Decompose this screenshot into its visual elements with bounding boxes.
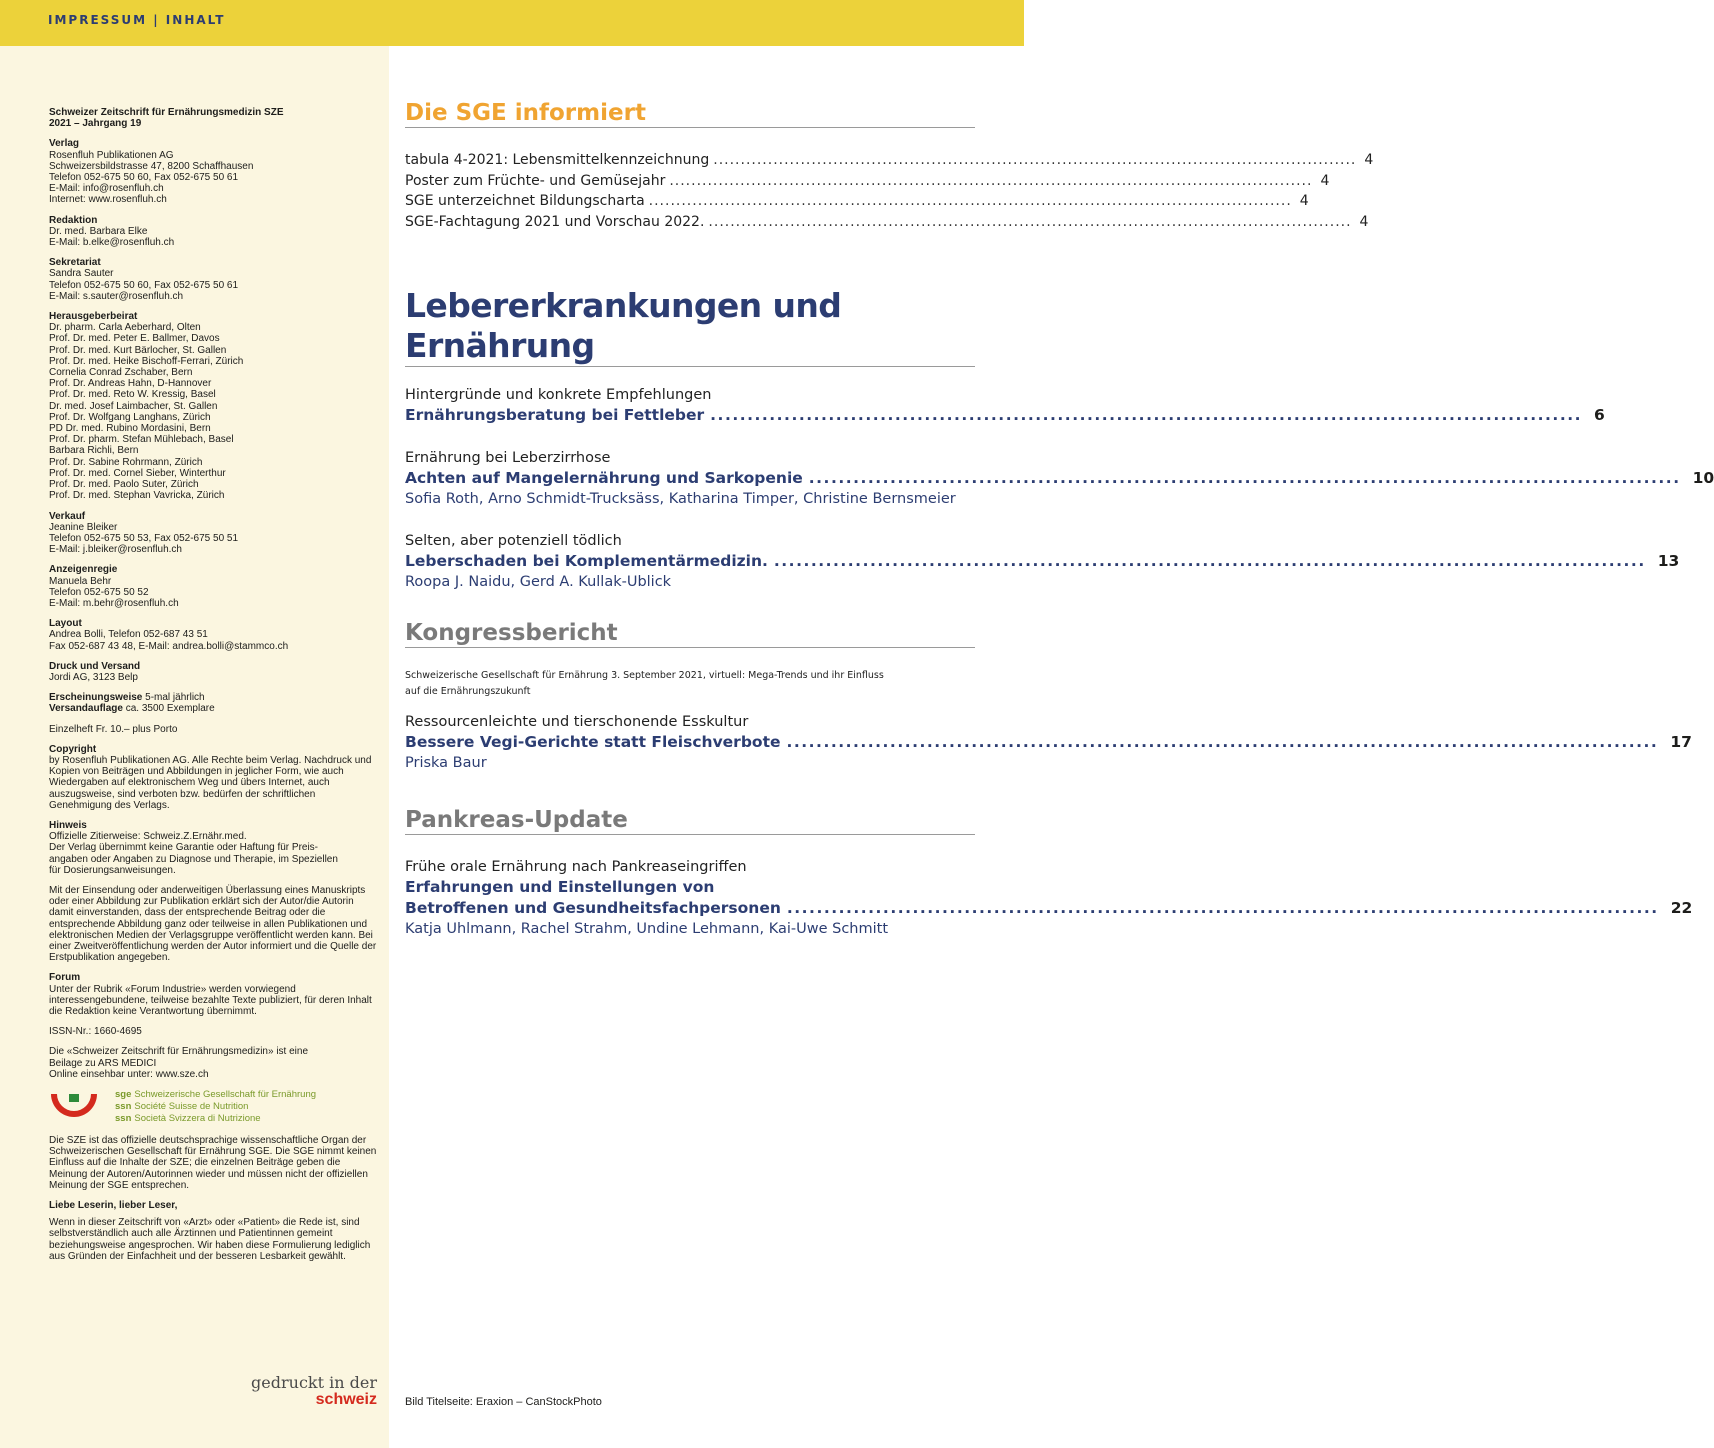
impressum-block-line: Prof. Dr. med. Cornel Sieber, Winterthur [49,467,226,479]
journal-info [49,107,379,129]
impressum-block-line: Cornelia Conrad Zschaber, Bern [49,367,193,379]
leser-text: Wenn in dieser Zeitschrift von «Arzt» oder «Patient» die Rede ist, sind selbstverständlich auch alle Ärztinnen und Patientinnen gemeint beziehungsweise angesprochen. Wir haben diese Formulierung lediglich aus Gründen der Einfachheit und der besseren Lesbarkeit gewählt. [49,1217,371,1262]
toc-entry[interactable] [405,448,1714,509]
issn: ISSN-Nr.: 1660-4695 [49,1026,142,1038]
entry-page: 22 [1670,899,1693,917]
einzelheft-price: Einzelheft Fr. 10.– plus Porto [49,723,178,735]
auflage-value: ca. 3500 Exemplare [122,703,215,715]
entry-page: 10 [1692,469,1714,487]
impressum-block-heading: Anzeigenregie [49,564,118,576]
impressum-block [49,564,379,609]
impressum-block [49,511,379,556]
entry-authors: Roopa J. Naidu, Gerd A. Kullak-Ublick [405,574,672,590]
impressum-block-line: Andrea Bolli, Telefon 052-687 43 51 [49,629,208,641]
entry-title: Bessere Vegi-Gerichte statt Fleischverbote [405,733,781,751]
leader-dots: ...................................................................................................................... [713,152,1357,168]
hinweis-line: Der Verlag übernimmt keine Garantie oder Haftung für Preis- [49,842,319,854]
impressum-block-line: Telefon 052-675 50 60, Fax 052-675 50 61 [49,172,239,184]
main-topic-list [405,385,1714,592]
entry-page: 6 [1593,406,1605,424]
impressum-block-line: Prof. Dr. med. Paolo Suter, Zürich [49,479,199,491]
sge-abbr: sge [115,1089,132,1101]
entry-page: 13 [1657,552,1680,570]
impressum-block-line: Prof. Dr. med. Heike Bischoff-Ferrari, Zürich [49,355,244,367]
section-kongress-title: Kongressbericht [405,620,975,648]
toc-item-page: 4 [1359,213,1369,230]
sze-note: Die SZE ist das offizielle deutschsprachige wissenschaftliche Organ der Schweizerischen Gesellschaft für Ernährung SGE. Die SGE nimmt keinen Einfluss auf die Inhalte der SZE; die einzelnen Beiträge geben die Meinung der Autoren/Autorinnen wieder und müssen nicht der offiziellen Meinung der SGE entsprechen. [49,1135,377,1191]
section-pankreas-title: Pankreas-Update [405,807,975,835]
impressum-column [49,107,379,1271]
impressum-block [49,618,379,652]
hinweis-line: für Dosierungsanweisungen. [49,864,176,876]
toc-item-title: Poster zum Früchte- und Gemüsejahr [405,172,666,189]
impressum-block-line: Prof. Dr. pharm. Stefan Mühlebach, Basel [49,434,234,446]
entry-title-line1: Erfahrungen und Einstellungen von [405,878,715,896]
copyright-text: by Rosenfluh Publikationen AG. Alle Rechte beim Verlag. Nachdruck und Kopien von Beiträgen und Abbildungen in jeglicher Form, wie auch Wiedergaben auf elektronischem Weg und übers Internet, auch auszugsweise, sind verboten bzw. bedürfen der schriftlichen Genehmigung des Verlags. [49,754,372,811]
toc-entry[interactable] [405,712,1692,773]
impressum-block-line: Prof. Dr. med. Reto W. Kressig, Basel [49,389,216,401]
impressum-block-line: Prof. Dr. med. Peter E. Ballmer, Davos [49,333,220,345]
hinweis-line: angaben oder Angaben zu Diagnose und Therapie, im Speziellen [49,853,338,865]
impressum-block-heading: Sekretariat [49,257,101,269]
impressum-block-line: PD Dr. med. Rubino Mordasini, Bern [49,423,211,435]
photo-credit: Bild Titelseite: Eraxion – CanStockPhoto [405,1396,602,1408]
impressum-block-line: Telefon 052-675 50 60, Fax 052-675 50 61 [49,279,239,291]
impressum-block-line: Jordi AG, 3123 Belp [49,671,138,683]
entry-row [405,405,1605,426]
toc-item-title: SGE-Fachtagung 2021 und Vorschau 2022. [405,213,705,230]
toc-item-page: 4 [1299,193,1309,209]
impressum-block-heading: Druck und Versand [49,660,141,672]
impressum-block [49,215,379,249]
impressum-block-line: E-Mail: m.behr@rosenfluh.ch [49,597,179,609]
entry-title-line2: Betroffenen und Gesundheitsfachpersonen [405,899,781,917]
kongress-note [405,668,975,700]
erscheinung-label: Erscheinungsweise [49,692,143,704]
entry-title: Achten auf Mangelernährung und Sarkopenie [405,469,803,487]
toc-entry[interactable] [405,385,1605,426]
impressum-block-heading: Redaktion [49,214,98,226]
sge-list [405,150,1374,232]
entry-page: 17 [1670,733,1692,751]
journal-volume: 2021 – Jahrgang 19 [49,118,142,130]
sge-logo [49,1089,379,1125]
sge-abbr: ssn [115,1101,132,1113]
impressum-block-line: Manuela Behr [49,575,112,587]
forum-heading: Forum [49,972,81,984]
leser-block [49,1200,379,1262]
printed-line1: gedruckt in der [251,1373,377,1392]
leader-dots: ...................................................................................................................... [786,899,1659,917]
leader-dots: ...................................................................................................................... [808,469,1681,487]
entry-kicker: Selten, aber potenziell tödlich [405,533,622,549]
entry-kicker: Ressourcenleichte und tierschonende Esskultur [405,714,749,730]
kongress-note-line: Schweizerische Gesellschaft für Ernährung 3. September 2021, virtuell: Mega-Trends und ihr Einfluss [405,670,884,681]
impressum-block-line: E-Mail: b.elke@rosenfluh.ch [49,237,175,249]
toc-item[interactable] [405,171,1330,192]
impressum-block-line: E-Mail: info@rosenfluh.ch [49,183,164,195]
journal-name: Schweizer Zeitschrift für Ernährungsmedizin SZE [49,107,284,118]
impressum-block-heading: Herausgeberbeirat [49,311,138,323]
toc-item-page: 4 [1364,152,1374,168]
entry-authors: Sofia Roth, Arno Schmidt-Trucksäss, Katharina Timper, Christine Bernsmeier [405,491,956,507]
beilage-line: Beilage zu ARS MEDICI [49,1057,157,1069]
forum-text: Unter der Rubrik «Forum Industrie» werden vorwiegend interessengebundene, teilweise bezahlte Texte publiziert, für deren Inhalt die Redaktion keine Verantwortung übernimmt. [49,983,372,1018]
leader-dots: ...................................................................................................................... [648,193,1292,209]
sge-name: Société Suisse de Nutrition [134,1101,249,1113]
entry-row [405,468,1714,489]
impressum-block-line: Telefon 052-675 50 53, Fax 052-675 50 51 [49,532,239,544]
toc-item-page: 4 [1320,172,1330,189]
toc-item-title: tabula 4-2021: Lebensmittelkennzeichnung [405,152,710,168]
impressum-block-line: Telefon 052-675 50 52 [49,586,149,598]
toc-item[interactable] [405,212,1369,233]
entry-authors: Katja Uhlmann, Rachel Strahm, Undine Lehmann, Kai-Uwe Schmitt [405,921,889,937]
entry-authors: Priska Baur [405,755,487,771]
impressum-block-line: Sandra Sauter [49,268,114,280]
forum-block [49,972,379,1017]
erscheinung-value: 5-mal jährlich [142,692,205,704]
entry-kicker: Frühe orale Ernährung nach Pankreaseingriffen [405,859,747,875]
leader-dots: ...................................................................................................................... [710,406,1582,424]
sge-logo-icon [49,1094,99,1120]
toc-entry[interactable] [405,531,1680,592]
impressum-block-line: Fax 052-687 43 48, E-Mail: andrea.bolli@stammco.ch [49,640,289,652]
impressum-block-line: Schweizersbildstrasse 47, 8200 Schaffhausen [49,160,254,172]
impressum-block [49,257,379,302]
impressum-block-line: Prof. Dr. med. Kurt Bärlocher, St. Gallen [49,344,227,356]
hinweis-block [49,820,379,876]
kongress-note-line: auf die Ernährungszukunft [405,686,531,697]
einsendung-text: Mit der Einsendung oder anderweitigen Überlassung eines Manuskripts oder einer Abbildung zur Publikation erklärt sich der Autor/die Autorin damit einverstanden, dass der entsprechende Beitrag oder die entsprechende Abbildung ganz oder teilweise in allen Publikationen und elektronischen Medien der Verlagsgruppe veröffentlicht werden kann. Bei einer Zweitveröffentlichung werden der Autor informiert und die Quelle der Erstpublikation angegeben. [49,884,377,964]
impressum-blocks [49,138,379,683]
table-of-contents [405,100,1714,939]
copyright-heading: Copyright [49,743,97,755]
hinweis-line: Offizielle Zitierweise: Schweiz.Z.Ernähr.med. [49,831,247,843]
entry-title: Leberschaden bei Komplementärmedizin. [405,552,768,570]
entry-kicker: Ernährung bei Leberzirrhose [405,450,611,466]
toc-item[interactable] [405,191,1309,212]
header-label: IMPRESSUM | INHALT [48,13,226,27]
sge-name: Società Svizzera di Nutrizione [134,1113,261,1125]
impressum-block-line: Prof. Dr. Sabine Rohrmann, Zürich [49,456,203,468]
leader-dots: ...................................................................................................................... [669,172,1313,189]
impressum-block-line: Barbara Richli, Bern [49,445,139,457]
impressum-block-line: E-Mail: s.sauter@rosenfluh.ch [49,290,184,302]
impressum-block-line: Rosenfluh Publikationen AG [49,149,174,161]
beilage-line: Online einsehbar unter: www.sze.ch [49,1068,209,1080]
impressum-block [49,661,379,683]
entry-title: Ernährungsberatung bei Fettleber [405,406,705,424]
impressum-block-line: Dr. med. Barbara Elke [49,225,148,237]
leader-dots: ...................................................................................................................... [708,213,1352,230]
impressum-block [49,311,379,501]
toc-item[interactable] [405,150,1374,171]
sge-abbr: ssn [115,1113,132,1125]
section-sge-title: Die SGE informiert [405,100,975,128]
beilage-line: Die «Schweizer Zeitschrift für Ernährungsmedizin» ist eine [49,1046,308,1058]
hinweis-heading: Hinweis [49,819,87,831]
header-bar [0,0,1024,46]
entry-kicker: Hintergründe und konkrete Empfehlungen [405,387,712,403]
beilage-block [49,1046,379,1080]
copyright-block [49,744,379,811]
impressum-block-line: Prof. Dr. med. Stephan Vavricka, Zürich [49,490,225,502]
impressum-block-heading: Verkauf [49,510,86,522]
impressum-block-line: Dr. med. Josef Laimbacher, St. Gallen [49,400,218,412]
impressum-block-line: Prof. Dr. Wolfgang Langhans, Zürich [49,411,211,423]
auflage-label: Versandauflage [49,703,123,715]
impressum-block [49,138,379,205]
impressum-block-heading: Verlag [49,138,80,150]
toc-entry[interactable] [405,857,1693,939]
leader-dots: ...................................................................................................................... [786,733,1659,751]
entry-row [405,551,1680,572]
toc-item-title: SGE unterzeichnet Bildungscharta [405,193,645,209]
printed-line2: schweiz [315,1391,377,1408]
impressum-block-line: Dr. pharm. Carla Aeberhard, Olten [49,322,201,334]
erscheinung-block [49,692,379,714]
printed-in-switzerland-logo [233,1374,377,1408]
impressum-block-line: E-Mail: j.bleiker@rosenfluh.ch [49,544,182,556]
impressum-block-line: Jeanine Bleiker [49,521,118,533]
impressum-block-line: Prof. Dr. Andreas Hahn, D-Hannover [49,378,212,390]
impressum-block-line: Internet: www.rosenfluh.ch [49,194,167,206]
sge-name: Schweizerische Gesellschaft für Ernährung [134,1089,317,1101]
leader-dots: ...................................................................................................................... [773,552,1646,570]
main-topic-title: Lebererkrankungen und Ernährung [405,286,975,367]
leser-heading: Liebe Leserin, lieber Leser, [49,1200,178,1212]
impressum-block-heading: Layout [49,618,82,630]
